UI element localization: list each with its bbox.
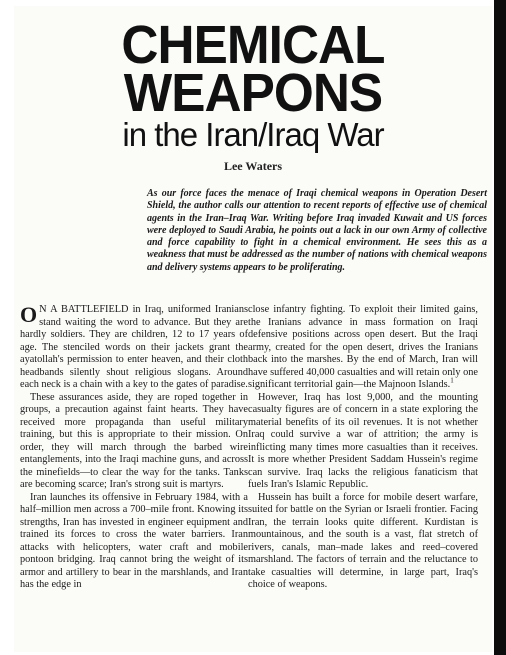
paragraph: Iran launches its offensive in February 1984, with a half–million men across a 700–mile front. Knowing its strengths, Iran has invested in engineer equipment and trained its forces to cross the water barriers. Iran attacks with helicopters, water craft and mobile pontoon bridging. Iraq cannot bring the weight of its armor and artillery to bear in the marshlands, and Iran has the edge in [20, 491, 248, 590]
paragraph [248, 304, 478, 392]
body-column-right [248, 304, 478, 592]
author-byline: Lee Waters [223, 159, 283, 173]
page-edge-shadow [494, 0, 506, 655]
body-column-left [20, 304, 248, 592]
footnote-marker: 1 [450, 376, 454, 385]
magazine-page [14, 6, 492, 652]
paragraph-text: close infantry fighting. To exploit their limited gains, the Iranians advance in mass formation on Iraqi defensive positions across open desert. But the Iraqi army, created for the open desert, drives the Iranians back into the marshes. By the end of March, Iran will have suffered 40,000 casualties and will retain only one significant territorial gain—the Majnoon Islands. [248, 304, 478, 390]
paragraph [20, 304, 248, 392]
paragraph: These assurances aside, they are roped together in groups, a precaution against faint hearts. They have received more propaganda than useful military training, but this is appropriate to their mission. On order, they will march through the barbed wire entanglements, into the Iraqi machine guns, and across the minefields—to clear the way for the tanks. Tanks are becoming scarce; Iran's strong suit is martyrs. [20, 391, 248, 490]
article-deck: As our force faces the menace of Iraqi chemical weapons in Operation Desert Shield, the author calls our attention to recent reports of effective use of chemical agents in the Iran–Iraq War. Writing before Iraq invaded Kuwait and US forces were deployed to Saudi Arabia, he points out a lack in our own Army of collective and force capability to fight in a chemical environment. He sees this as a weakness that must be addressed as the number of nations with chemical weapons and delivery systems appears to be proliferating. [147, 188, 487, 273]
title-line-2: WEAPONS [123, 63, 383, 123]
paragraph: However, Iraq has lost 9,000, and the mounting casualty figures are of concern in a state exploring the material benefits of its oil revenues. It is not whether Iraq could survive a war of attrition; the army is inflicting many times more casualties than it receives. It is more whether President Saddam Hussein's regime can survive. Iraq lacks the religious fanaticism that fuels Iran's Islamic Republic. [248, 391, 478, 490]
drop-cap: O [20, 302, 38, 327]
title-line-1: CHEMICAL [121, 15, 385, 75]
paragraph: Hussein has built a force for mobile desert warfare, suited for battle on the Syrian or Israeli frontier. Facing Iran, the terrain looks quite different. Kurdistan is mountainous, and the south is a vast, flat stretch of rivers, canals, man–made lakes and reed–covered marshland. The factors of terrain and the reluctance to take casualties will determine, in large part, Iraq's choice of weapons. [248, 491, 478, 590]
title-line-3: in the Iran/Iraq War [122, 116, 384, 153]
paragraph-text: N A BATTLEFIELD in Iraq, uniformed Iranians stand waiting the word to advance. But they are hardly soldiers. They are children, 12 to 17 years of age. The stenciled words on their jackets grant the ayatollah's permission to enter heaven, and their cloth headbands silently shout religious slogans. Around each neck is a chain with a key to the gates of paradise. [20, 304, 248, 390]
